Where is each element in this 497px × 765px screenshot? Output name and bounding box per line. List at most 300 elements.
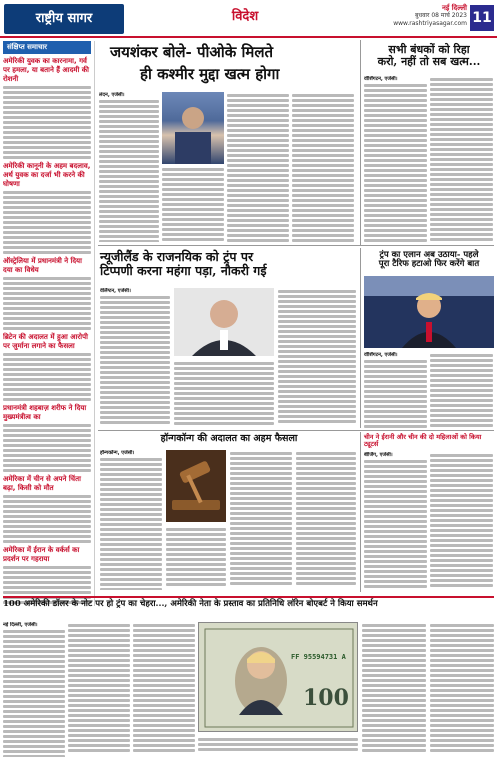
body-text-line xyxy=(364,174,427,177)
section-title: विदेश xyxy=(231,9,259,24)
body-text-line xyxy=(278,345,356,348)
body-text-line xyxy=(278,320,356,323)
body-text-line xyxy=(99,230,159,233)
body-text-line xyxy=(99,190,159,193)
body-text-line xyxy=(364,134,427,137)
body-text-line xyxy=(100,376,170,379)
body-text-line xyxy=(162,203,224,206)
body-text-line xyxy=(230,557,292,560)
body-text-line xyxy=(100,356,170,359)
body-text-line xyxy=(100,543,162,546)
body-text-line xyxy=(362,749,426,752)
body-text-line xyxy=(430,354,493,357)
body-text-line xyxy=(99,150,159,153)
body-text-line xyxy=(362,719,426,722)
body-text-line xyxy=(430,454,493,457)
body-text-line xyxy=(430,379,493,382)
body-text-line xyxy=(100,351,170,354)
body-text-line xyxy=(100,518,162,521)
body-text-line xyxy=(430,469,493,472)
body-text-line xyxy=(364,380,427,383)
body-text-line xyxy=(133,714,195,717)
body-text-line xyxy=(430,544,493,547)
body-text-line xyxy=(227,114,289,117)
body-text-line xyxy=(3,459,91,462)
body-text-line xyxy=(227,104,289,107)
body-text-line xyxy=(362,674,426,677)
body-text-line xyxy=(230,567,292,570)
body-text-line xyxy=(99,135,159,138)
body-text-line xyxy=(100,533,162,536)
body-text-line xyxy=(100,558,162,561)
body-text-line xyxy=(430,504,493,507)
body-text-line xyxy=(364,560,427,563)
body-text-line xyxy=(430,534,493,537)
body-text-line xyxy=(230,492,292,495)
body-text-line xyxy=(99,225,159,228)
story4-headline-line2: पूरा टैरिफ हटाओ फिर करेंगे बात xyxy=(378,259,480,270)
body-text-line xyxy=(230,577,292,580)
body-text-line xyxy=(166,543,226,546)
body-text-line xyxy=(230,457,292,460)
body-text-line xyxy=(227,204,289,207)
body-text-line xyxy=(430,208,493,211)
body-text-line xyxy=(364,214,427,217)
body-text-line xyxy=(3,383,91,386)
body-text-line xyxy=(430,203,493,206)
body-text-line xyxy=(68,749,130,752)
body-text-line xyxy=(362,709,426,712)
story5-byline: हॉन्गकॉन्ग, एजेंसी। xyxy=(100,450,135,456)
body-text-line xyxy=(278,420,356,423)
body-text-line xyxy=(162,173,224,176)
body-text-line xyxy=(68,709,130,712)
body-text-line xyxy=(100,583,162,586)
body-text-line xyxy=(133,694,195,697)
body-text-line xyxy=(174,397,274,400)
story4-column-2 xyxy=(430,352,493,428)
body-text-line xyxy=(230,572,292,575)
body-text-line xyxy=(162,223,224,226)
body-text-line xyxy=(68,679,130,682)
body-text-line xyxy=(227,149,289,152)
body-text-line xyxy=(227,194,289,197)
body-text-line xyxy=(3,695,65,698)
body-text-line xyxy=(364,385,427,388)
body-text-line xyxy=(430,634,494,637)
body-text-line xyxy=(227,129,289,132)
body-text-line xyxy=(3,282,91,285)
body-text-line xyxy=(3,236,91,239)
body-text-line xyxy=(3,635,65,638)
body-text-line xyxy=(362,654,426,657)
body-text-line xyxy=(430,529,493,532)
body-text-line xyxy=(362,704,426,707)
body-text-line xyxy=(100,341,170,344)
body-text-line xyxy=(3,454,91,457)
body-text-line xyxy=(166,548,226,551)
lead-column-3 xyxy=(227,92,289,242)
body-text-line xyxy=(100,513,162,516)
body-text-line xyxy=(162,218,224,221)
body-text-line xyxy=(430,213,493,216)
body-text-line xyxy=(364,360,427,363)
body-text-line xyxy=(3,566,91,569)
body-text-line xyxy=(278,405,356,408)
body-text-line xyxy=(278,360,356,363)
body-text-line xyxy=(100,553,162,556)
body-text-line xyxy=(430,689,494,692)
bottom-headline: 100 अमेरिकी डॉलर के नोट पर हो ट्रंप का चेहरा..., अमेरिकी नेता के प्रस्ताव का प्रतिनिधि लॉरेन बोएबर्ट ने किया समर्थन xyxy=(3,599,378,609)
body-text-line xyxy=(3,226,91,229)
story2-column-2 xyxy=(430,76,493,244)
body-text-line xyxy=(364,420,427,423)
body-text-line xyxy=(430,494,493,497)
body-text-line xyxy=(68,624,130,627)
body-text-line xyxy=(162,198,224,201)
body-text-line xyxy=(364,159,427,162)
body-text-line xyxy=(100,488,162,491)
body-text-line xyxy=(362,659,426,662)
body-text-line xyxy=(174,377,274,380)
body-text-line xyxy=(133,699,195,702)
body-text-line xyxy=(227,174,289,177)
body-text-line xyxy=(362,729,426,732)
body-text-line xyxy=(100,371,170,374)
body-text-line xyxy=(430,419,493,422)
body-text-line xyxy=(3,505,91,508)
story6-headline: चीन ने ईरानी और चीन की दो महिलाओं को किया ट्यूटर्स xyxy=(364,433,482,449)
body-text-line xyxy=(364,119,427,122)
body-text-line xyxy=(364,520,427,523)
body-text-line xyxy=(296,477,356,480)
body-text-line xyxy=(3,353,91,356)
body-text-line xyxy=(292,99,354,102)
body-text-line xyxy=(227,234,289,237)
body-text-line xyxy=(68,674,130,677)
body-text-line xyxy=(68,629,130,632)
body-text-line xyxy=(133,644,195,647)
story2-headline-line2: करो, नहीं तो सब खत्म... xyxy=(377,55,481,69)
body-text-line xyxy=(364,204,427,207)
jaishankar-photo xyxy=(162,92,224,164)
body-text-line xyxy=(3,221,91,224)
body-text-line xyxy=(99,155,159,158)
body-text-line xyxy=(3,398,91,401)
body-text-line xyxy=(430,399,493,402)
body-text-line xyxy=(100,326,170,329)
body-text-line xyxy=(364,224,427,227)
body-text-line xyxy=(430,559,493,562)
bottom-column-1 xyxy=(3,622,65,757)
sidebar-item-headline: अमेरिका में ईरान के वर्कर्स का प्रदर्शन पर गहराया xyxy=(3,546,80,563)
body-text-line xyxy=(364,555,427,558)
lead-column-1 xyxy=(99,92,159,242)
body-text-line xyxy=(100,301,170,304)
body-text-line xyxy=(99,175,159,178)
body-text-line xyxy=(430,669,494,672)
body-text-line xyxy=(430,158,493,161)
body-text-line xyxy=(3,745,65,748)
body-text-line xyxy=(430,629,494,632)
body-text-line xyxy=(296,557,356,560)
body-text-line xyxy=(166,538,226,541)
body-text-line xyxy=(362,739,426,742)
body-text-line xyxy=(3,720,65,723)
body-text-line xyxy=(100,316,170,319)
body-text-line xyxy=(100,588,162,590)
story3-column-3 xyxy=(278,288,356,426)
body-text-line xyxy=(99,195,159,198)
body-text-line xyxy=(430,409,493,412)
body-text-line xyxy=(362,664,426,667)
body-text-line xyxy=(133,744,195,747)
page-number: 11 xyxy=(470,5,494,31)
body-text-line xyxy=(166,578,226,581)
body-text-line xyxy=(430,719,494,722)
body-text-line xyxy=(162,228,224,231)
body-text-line xyxy=(292,169,354,172)
body-text-line xyxy=(3,287,91,290)
body-text-line xyxy=(362,714,426,717)
body-text-line xyxy=(430,569,493,572)
story3-byline: वेलिंग्टन, एजेंसी। xyxy=(100,288,131,294)
body-text-line xyxy=(3,131,91,134)
bottom-column-5 xyxy=(430,622,494,757)
body-text-line xyxy=(364,129,427,132)
body-text-line xyxy=(99,160,159,163)
body-text-line xyxy=(100,386,170,389)
body-text-line xyxy=(364,470,427,473)
body-text-line xyxy=(100,523,162,526)
body-text-line xyxy=(174,392,274,395)
body-text-line xyxy=(430,364,493,367)
body-text-line xyxy=(278,410,356,413)
body-text-line xyxy=(3,317,91,320)
body-text-line xyxy=(430,514,493,517)
story4-byline: वॉशिंगटन, एजेंसी। xyxy=(364,352,398,358)
story3-column-2 xyxy=(174,360,274,426)
gavel-icon xyxy=(166,450,226,522)
body-text-line xyxy=(230,502,292,505)
body-text-line xyxy=(162,188,224,191)
body-text-line xyxy=(364,109,427,112)
body-text-line xyxy=(3,650,65,653)
diplomat-portrait-icon xyxy=(174,288,274,356)
body-text-line xyxy=(430,414,493,417)
story4-headline xyxy=(364,251,494,270)
body-text-line xyxy=(430,519,493,522)
body-text-line xyxy=(162,183,224,186)
masthead xyxy=(0,0,497,38)
bottom-column-4 xyxy=(362,622,426,757)
body-text-line xyxy=(430,163,493,166)
body-text-line xyxy=(162,168,224,171)
body-text-line xyxy=(364,94,427,97)
body-text-line xyxy=(3,231,91,234)
bottom-column-3 xyxy=(133,622,195,757)
body-text-line xyxy=(364,370,427,373)
body-text-line xyxy=(362,639,426,642)
body-text-line xyxy=(99,180,159,183)
body-text-line xyxy=(100,538,162,541)
body-text-line xyxy=(278,395,356,398)
sidebar-item-headline: अमेरिकी युवक का कारनामा, गर्व पर हमला, या बताने हैं आदमी की रोशनी xyxy=(3,57,89,83)
diplomat-photo xyxy=(174,288,274,356)
body-text-line xyxy=(362,624,426,627)
body-text-line xyxy=(133,689,195,692)
body-text-line xyxy=(430,714,494,717)
body-text-line xyxy=(100,311,170,314)
body-text-line xyxy=(3,710,65,713)
body-text-line xyxy=(230,452,292,455)
body-text-line xyxy=(100,493,162,496)
body-text-line xyxy=(166,568,226,571)
body-text-line xyxy=(3,141,91,144)
body-text-line xyxy=(364,184,427,187)
bottom-byline: नई दिल्ली, एजेंसी। xyxy=(3,622,38,628)
body-text-line xyxy=(364,510,427,513)
body-text-line xyxy=(278,300,356,303)
body-text-line xyxy=(100,381,170,384)
body-text-line xyxy=(3,535,91,538)
body-text-line xyxy=(430,108,493,111)
body-text-line xyxy=(364,104,427,107)
body-text-line xyxy=(100,321,170,324)
body-text-line xyxy=(99,100,159,103)
body-text-line xyxy=(166,558,226,561)
body-text-line xyxy=(364,149,427,152)
body-text-line xyxy=(100,366,170,369)
body-text-line xyxy=(3,444,91,447)
body-text-line xyxy=(3,495,91,498)
body-text-line xyxy=(68,714,130,717)
body-text-line xyxy=(430,98,493,101)
bottom-rule xyxy=(3,596,494,598)
story3-headline xyxy=(100,250,370,278)
body-text-line xyxy=(364,515,427,518)
body-text-line xyxy=(3,216,91,219)
body-text-line xyxy=(3,91,91,94)
body-text-line xyxy=(133,634,195,637)
sidebar-item-headline: अमेरिकी कानूनी के अहम बदलाव, अर्थ युवक का दर्जा भी करने की घोषणा xyxy=(3,162,91,188)
story2-byline: वॉशिंगटन, एजेंसी। xyxy=(364,76,398,82)
trump-photo xyxy=(364,276,494,348)
body-text-line xyxy=(133,734,195,737)
body-text-line xyxy=(100,421,170,424)
body-text-line xyxy=(100,346,170,349)
body-text-line xyxy=(230,487,292,490)
body-text-line xyxy=(162,193,224,196)
body-text-line xyxy=(364,550,427,553)
body-text-line xyxy=(278,330,356,333)
body-text-line xyxy=(362,649,426,652)
body-text-line xyxy=(430,674,494,677)
body-text-line xyxy=(364,169,427,172)
body-text-line xyxy=(3,640,65,643)
body-text-line xyxy=(198,748,358,751)
body-text-line xyxy=(292,194,354,197)
body-text-line xyxy=(133,704,195,707)
body-text-line xyxy=(296,562,356,565)
body-text-line xyxy=(99,220,159,223)
body-text-line xyxy=(227,99,289,102)
body-text-line xyxy=(227,239,289,242)
body-text-line xyxy=(3,586,91,589)
story6-column-1 xyxy=(364,452,427,590)
body-text-line xyxy=(3,378,91,381)
body-text-line xyxy=(3,146,91,149)
body-text-line xyxy=(3,206,91,209)
body-text-line xyxy=(3,424,91,427)
body-text-line xyxy=(3,675,65,678)
lead-headline-line2: ही कश्मीर मुद्दा खत्म होगा xyxy=(140,65,280,83)
body-text-line xyxy=(133,724,195,727)
body-text-line xyxy=(3,101,91,104)
body-text-line xyxy=(99,140,159,143)
body-text-line xyxy=(3,439,91,442)
body-text-line xyxy=(3,740,65,743)
body-text-line xyxy=(278,400,356,403)
body-text-line xyxy=(3,670,65,673)
body-text-line xyxy=(3,645,65,648)
body-text-line xyxy=(227,154,289,157)
lead-column-2 xyxy=(162,166,224,242)
body-text-line xyxy=(230,552,292,555)
body-text-line xyxy=(166,533,226,536)
body-text-line xyxy=(198,743,358,746)
body-text-line xyxy=(162,213,224,216)
sidebar-item-headline: प्रधानमंत्री शहबाज़ शरीफ ने दिया मुख्यमंत्रीत्व का xyxy=(3,404,87,421)
body-text-line xyxy=(99,170,159,173)
body-text-line xyxy=(430,369,493,372)
body-text-line xyxy=(227,199,289,202)
body-text-line xyxy=(430,729,494,732)
body-text-line xyxy=(99,110,159,113)
story5-column-2 xyxy=(166,526,226,590)
body-text-line xyxy=(364,199,427,202)
body-text-line xyxy=(430,128,493,131)
body-text-line xyxy=(68,684,130,687)
body-text-line xyxy=(430,489,493,492)
body-text-line xyxy=(3,322,91,325)
body-text-line xyxy=(292,199,354,202)
body-text-line xyxy=(3,136,91,139)
body-text-line xyxy=(3,241,91,244)
lead-headline xyxy=(110,44,360,61)
body-text-line xyxy=(3,685,65,688)
body-text-line xyxy=(430,679,494,682)
body-text-line xyxy=(230,527,292,530)
body-text-line xyxy=(364,139,427,142)
body-text-line xyxy=(296,577,356,580)
body-text-line xyxy=(3,660,65,663)
body-text-line xyxy=(227,139,289,142)
body-text-line xyxy=(100,463,162,466)
body-text-line xyxy=(68,644,130,647)
body-text-line xyxy=(100,306,170,309)
body-text-line xyxy=(3,540,91,543)
body-text-line xyxy=(3,680,65,683)
body-text-line xyxy=(3,302,91,305)
body-text-line xyxy=(230,477,292,480)
body-text-line xyxy=(430,78,493,81)
body-text-line xyxy=(133,629,195,632)
body-text-line xyxy=(3,730,65,733)
body-text-line xyxy=(292,134,354,137)
body-text-line xyxy=(230,517,292,520)
body-text-line xyxy=(174,387,274,390)
